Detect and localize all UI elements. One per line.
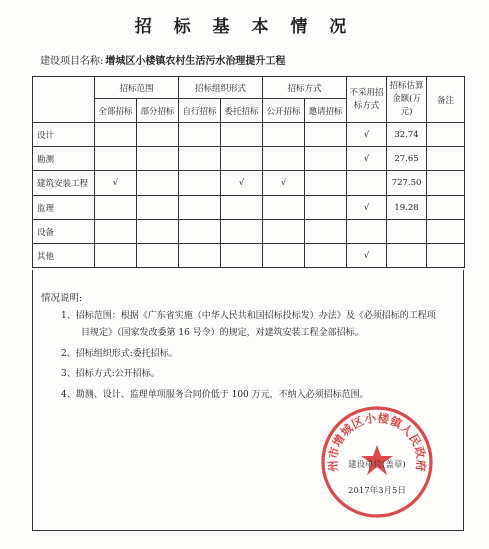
row-item: 勘测 [33,147,95,171]
header-corner [33,77,95,123]
cell-entrusted [221,244,263,268]
row-item: 建筑安装工程 [33,171,95,196]
cell-no-bid [347,220,387,244]
cell-amount [387,220,427,244]
cell-invite [305,220,347,244]
cell-self [179,171,221,196]
subheader-invite: 邀请招标 [305,99,347,123]
header-scope: 招标范围 [95,77,179,99]
cell-partial [137,244,179,268]
project-label: 建设项目名称: [40,56,104,67]
subheader-partial: 部分招标 [137,99,179,123]
cell-no-bid: √ [347,123,387,147]
cell-entrusted [221,220,263,244]
cell-full [95,123,137,147]
cell-remark [427,220,465,244]
table-row [33,220,465,244]
cell-partial [137,220,179,244]
cell-full: √ [95,171,137,196]
note-4: 4、勘测、设计、监理单项服务合同价低于 100 万元，不纳入必须招标范围。 [61,390,369,400]
cell-no-bid: √ [347,147,387,171]
note-3: 3、招标方式:公开招标。 [61,369,160,379]
cell-self [179,220,221,244]
table-row [33,147,465,171]
cell-full [95,220,137,244]
cell-partial [137,147,179,171]
cell-no-bid [347,171,387,196]
subheader-full: 全部招标 [95,99,137,123]
cell-remark [427,123,465,147]
cell-remark [427,171,465,196]
cell-entrusted: √ [221,171,263,196]
note-2: 2、招标组织形式:委托招标。 [61,349,178,359]
cell-entrusted [221,123,263,147]
row-item: 设计 [33,123,95,147]
seal-text: 州市增城区小楼镇人民政府 [325,410,429,473]
subheader-self: 自行招标 [179,99,221,123]
table-row [33,244,465,268]
cell-amount: 32.74 [387,123,427,147]
subheader-open: 公开招标 [263,99,305,123]
signature-date: 2017年3月5日 [348,486,406,496]
cell-full [95,244,137,268]
table-row [33,196,465,220]
project-name: 增城区小楼镇农村生活污水治理提升工程 [105,56,286,67]
cell-remark [427,196,465,220]
cell-entrusted [221,147,263,171]
header-no-bid: 不采用招标方式 [347,77,387,123]
header-form: 招标组织形式 [179,77,263,99]
cell-self [179,147,221,171]
cell-partial [137,123,179,147]
cell-amount: 19.28 [387,196,427,220]
cell-open [263,196,305,220]
cell-no-bid: √ [347,244,387,268]
cell-self [179,244,221,268]
cell-entrusted [221,196,263,220]
cell-open: √ [263,171,305,196]
cell-no-bid: √ [347,196,387,220]
row-item: 其他 [33,244,95,268]
cell-open [263,123,305,147]
cell-remark [427,147,465,171]
cell-remark [427,244,465,268]
cell-amount [387,244,427,268]
cell-partial [137,171,179,196]
cell-invite [305,171,347,196]
row-item: 设备 [33,220,95,244]
cell-full [95,196,137,220]
cell-self [179,123,221,147]
cell-full [95,147,137,171]
cell-invite [305,147,347,171]
signature-department: 建设单位(盖章) [348,460,406,470]
note-1-line-2: 目规定》（国家发改委第 16 号令）的规定，对建筑安装工程全部招标。 [81,328,364,338]
cell-amount: 727.50 [387,171,427,196]
header-remark: 备注 [427,77,465,123]
cell-amount: 27.65 [387,147,427,171]
cell-open [263,244,305,268]
header-method: 招标方式 [263,77,347,99]
document-title: 招 标 基 本 情 况 [134,17,355,37]
bidding-table [32,76,465,268]
cell-self [179,196,221,220]
cell-open [263,147,305,171]
cell-invite [305,196,347,220]
table-row [33,123,465,147]
cell-invite [305,244,347,268]
notes-heading: 情况说明: [41,293,83,304]
cell-open [263,220,305,244]
cell-invite [305,123,347,147]
row-item: 监理 [33,196,95,220]
note-1-line-1: 1、招标范围：根据《广东省实施（中华人民共和国招标投标发）办法》及《必须招标的工程项 [61,311,436,321]
table-row [33,171,465,196]
subheader-entrusted: 委托招标 [221,99,263,123]
project-line [40,52,285,67]
cell-partial [137,196,179,220]
header-amount: 招标估算金额(万元) [387,77,427,123]
